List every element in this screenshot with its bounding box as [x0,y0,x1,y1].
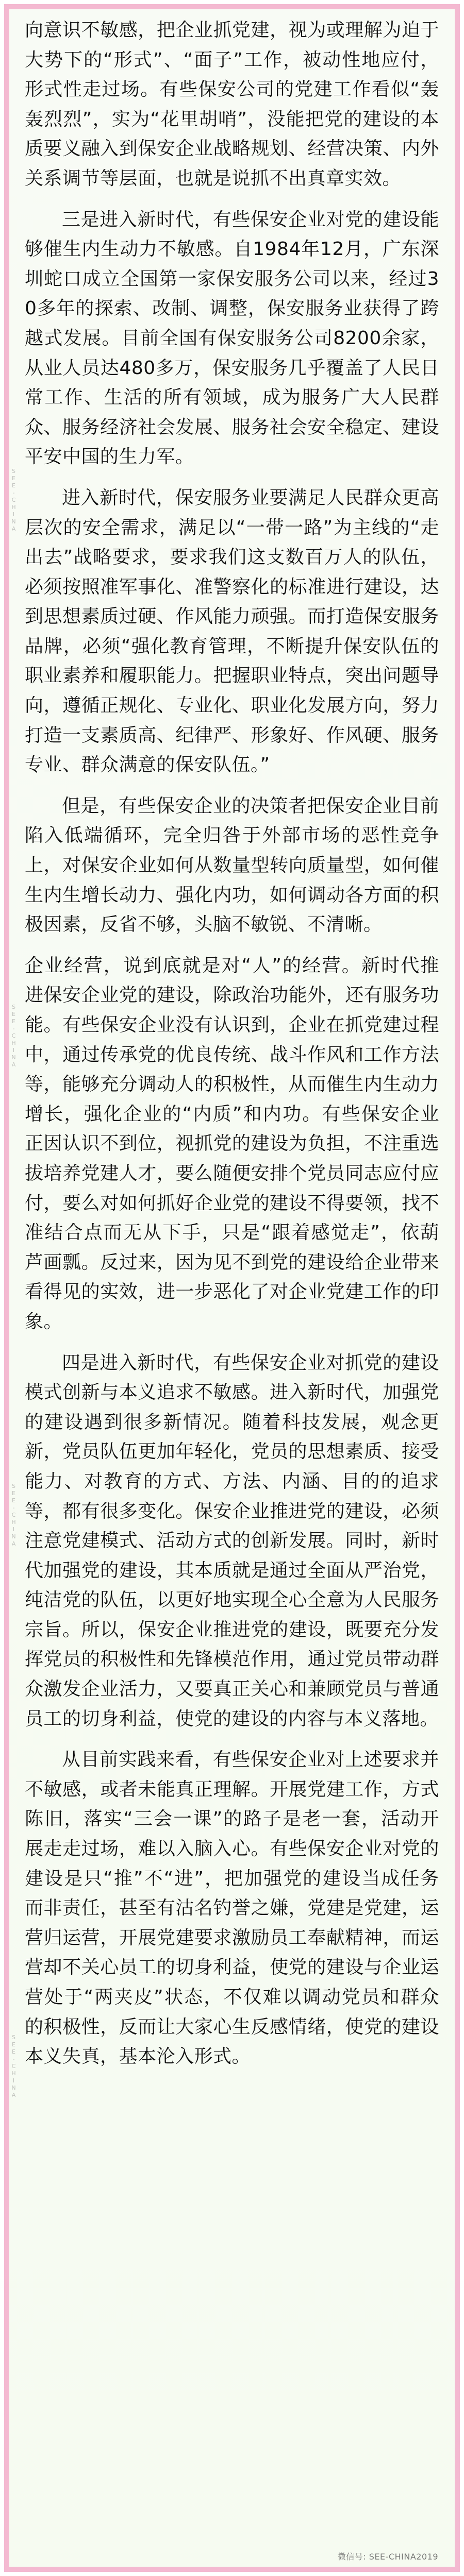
paragraph-1: 向意识不敏感，把企业抓党建，视为或理解为迫于大势下的“形式”、“面子”工作，被动性地应付，形式性走过场。有些保安公司的党建工作看似“轰轰烈烈”，实为“花里胡哨”，没能把党的建设的本质要义融入到保安企业战略规划、经营决策、内外关系调节等层面，也就是说抓不出真章实效。 [25,20,439,189]
side-watermark-4: SEE-CHINA [10,2034,17,2099]
article-content [9,9,455,2567]
side-watermark-3: SEE-CHINA [10,1483,17,1548]
paragraph-4: 但是，有些保安企业的决策者把保安企业目前陷入低端循环，完全归咎于外部市场的恶性竞争上，对保安企业如何从数量型转向质量型，如何催生内生增长动力、强化内功，如何调动各方面的积极因素，反省不够，头脑不敏锐、不清晰。 [25,795,439,936]
source-mark: 微信号: SEE-CHINA2019 [337,2552,438,2562]
paragraph-2: 三是进入新时代，有些保安企业对党的建设能够催生内生动力不敏感。自1984年12月，广东深圳蛇口成立全国第一家保安服务公司以来，经过30多年的探索、改制、调整，保安服务业获得了跨越式发展。目前全国有保安服务公司8200余家，从业人员达480多万，保安服务几乎覆盖了人民日常工作、生活的所有领域，成为服务广大人民群众、服务经济社会发展、服务社会安全稳定、建设平安中国的生力军。 [25,209,439,468]
side-watermark-2: SEE-CHINA [10,1004,17,1069]
side-watermark-1: SEE-CHINA [10,468,17,533]
paragraph-6: 四是进入新时代，有些保安企业对抓党的建设模式创新与本义追求不敏感。进入新时代，加强党的建设遇到很多新情况。随着科技发展，观念更新，党员队伍更加年轻化，党员的思想素质、接受能力、对教育的方式、方法、内涵、目的的追求等，都有很多变化。保安企业推进党的建设，必须注意党建模式、活动方式的创新发展。同时，新时代加强党的建设，其本质就是通过全面从严治党，纯洁党的队伍，以更好地实现全心全意为人民服务宗旨。所以，保安企业推进党的建设，既要充分发挥党员的积极性和先锋模范作用，通过党员带动群众激发企业活力，又要真正关心和兼顾党员与普通员工的切身利益，使党的建设的内容与本义落地。 [25,1352,439,1730]
paragraph-5: 企业经营，说到底就是对“人”的经营。新时代推进保安企业党的建设，除政治功能外，还有服务功能。有些保安企业没有认识到，企业在抓党建过程中，通过传承党的优良传统、战斗作风和工作方法等，能够充分调动人的积极性，从而催生内生动力增长，强化企业的“内质”和内功。有些保安企业正因认识不到位，视抓党的建设为负担，不注重选拔培养党建人才，要么随便安排个党员同志应付应付，要么对如何抓好企业党的建设不得要领，找不准结合点而无从下手，只是“跟着感觉走”，依葫芦画瓢。反过来，因为见不到党的建设给企业带来看得见的实效，进一步恶化了对企业党建工作的印象。 [25,955,439,1332]
paragraph-7: 从目前实践来看，有些保安企业对上述要求并不敏感，或者未能真正理解。开展党建工作，方式陈旧，落实“三会一课”的路子是老一套，活动开展走走过场，难以入脑入心。有些保安企业对党的建设是只“推”不“进”，把加强党的建设当成任务而非责任，甚至有沽名钓誉之嫌，党建是党建，运营归运营，开展党建要求激励员工奉献精神，而运营却不关心员工的切身利益，使党的建设与企业运营处于“两夹皮”状态，不仅难以调动党员和群众的积极性，反而让大家心生反感情绪，使党的建设本义失真，基本沦入形式。 [25,1749,439,2067]
paragraph-3: 进入新时代，保安服务业要满足人民群众更高层次的安全需求，满足以“一带一路”为主线的“走出去”战略要求，要求我们这支数百万人的队伍，必须按照准军事化、准警察化的标准进行建设，达到思想素质过硬、作风能力顽强。而打造保安服务品牌，必须“强化教育管理，不断提升保安队伍的职业素养和履职能力。把握职业特点，突出问题导向，遵循正规化、专业化、职业化发展方向，努力打造一支素质高、纪律严、形象好、作风硬、服务专业、群众满意的保安队伍。” [25,487,439,776]
